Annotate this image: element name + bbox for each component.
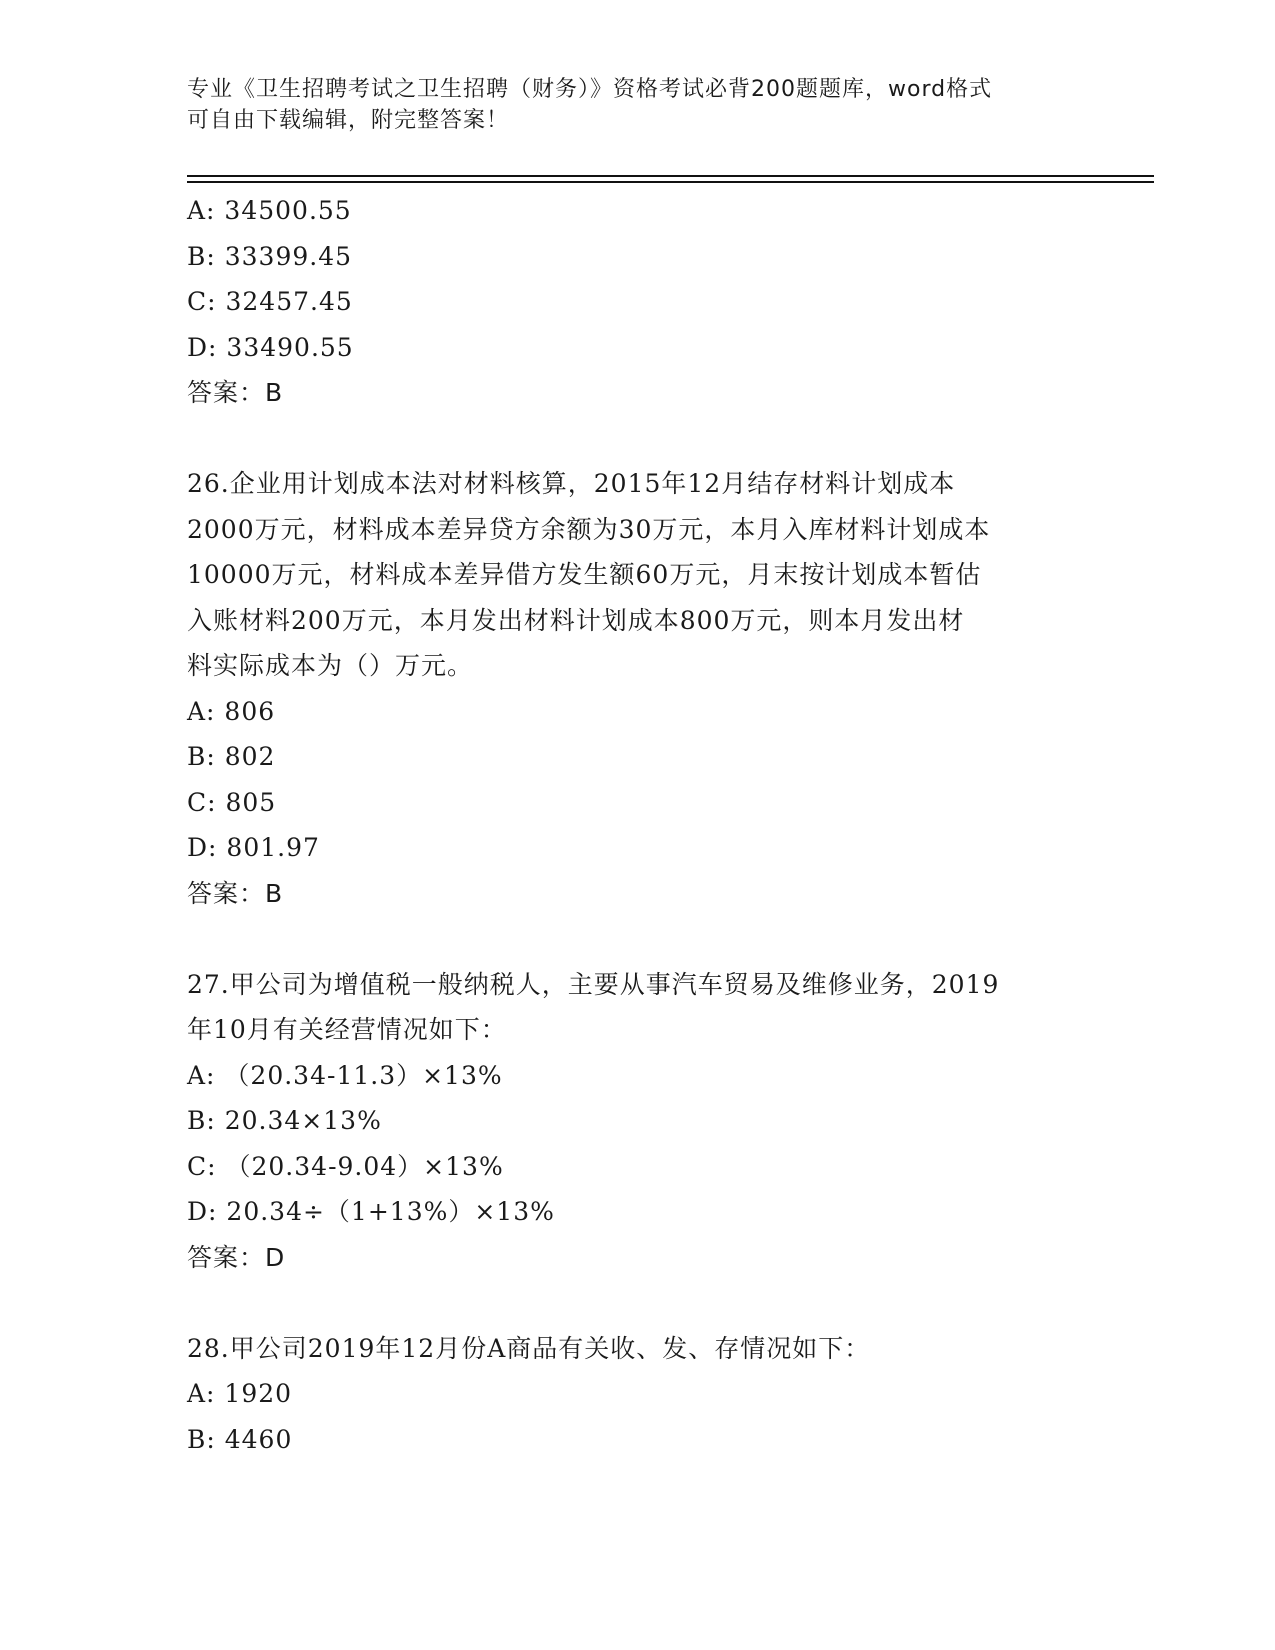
q25-option-b: B: 33399.45 — [187, 241, 353, 271]
q26-option-d: D: 801.97 — [187, 833, 320, 862]
q26-option-b: B: 802 — [187, 742, 276, 771]
q27-text-line-1: 27.甲公司为增值税一般纳税人，主要从事汽车贸易及维修业务，2019 — [187, 969, 1000, 999]
q26-text-line-5: 料实际成本为（）万元。 — [187, 651, 474, 680]
q26-text-line-1: 26.企业用计划成本法对材料核算，2015年12月结存材料计划成本 — [187, 469, 956, 498]
q28-option-a: A: 1920 — [187, 1379, 293, 1408]
q26-option-c: C: 805 — [187, 787, 277, 817]
header-divider-top — [187, 175, 1154, 177]
header-title-line-1: 专业《卫生招聘考试之卫生招聘（财务）》资格考试必背200题题库，word格式 — [187, 77, 993, 102]
spacer — [187, 916, 1087, 962]
q28-text-line-1: 28.甲公司2019年12月份A商品有关收、发、存情况如下： — [187, 1333, 871, 1363]
q25-option-d: D: 33490.55 — [187, 332, 354, 362]
header-divider-bottom — [187, 181, 1154, 183]
question-28-block — [187, 1326, 1087, 1463]
q28-option-b: B: 4460 — [187, 1424, 293, 1454]
q25-option-c: C: 32457.45 — [187, 287, 353, 316]
q27-option-d: D: 20.34÷（1+13%）×13% — [187, 1197, 555, 1226]
spacer — [187, 1280, 1087, 1326]
q25-answer: 答案：B — [187, 378, 284, 407]
q26-text-line-4: 入账材料200万元，本月发出材料计划成本800万元，则本月发出材 — [187, 605, 965, 635]
q27-text-line-2: 年10月有关经营情况如下： — [187, 1015, 507, 1044]
document-header — [187, 74, 1087, 136]
question-content — [187, 188, 1087, 1462]
spacer — [187, 416, 1087, 462]
q25-option-a: A: 34500.55 — [187, 196, 352, 225]
q27-answer: 答案：D — [187, 1242, 286, 1272]
q26-text-line-2: 2000万元，材料成本差异贷方余额为30万元，本月入库材料计划成本 — [187, 514, 991, 544]
question-26-block — [187, 461, 1087, 916]
q26-answer: 答案：B — [187, 878, 284, 908]
q27-option-b: B: 20.34×13% — [187, 1106, 382, 1135]
question-25-block — [187, 188, 1087, 416]
q26-option-a: A: 806 — [187, 696, 276, 726]
question-27-block — [187, 962, 1087, 1281]
header-title-line-2: 可自由下载编辑，附完整答案！ — [187, 108, 510, 133]
q27-option-a: A: （20.34-11.3）×13% — [187, 1060, 503, 1090]
q27-option-c: C: （20.34-9.04）×13% — [187, 1151, 504, 1181]
q26-text-line-3: 10000万元，材料成本差异借方发生额60万元，月末按计划成本暂估 — [187, 560, 982, 589]
